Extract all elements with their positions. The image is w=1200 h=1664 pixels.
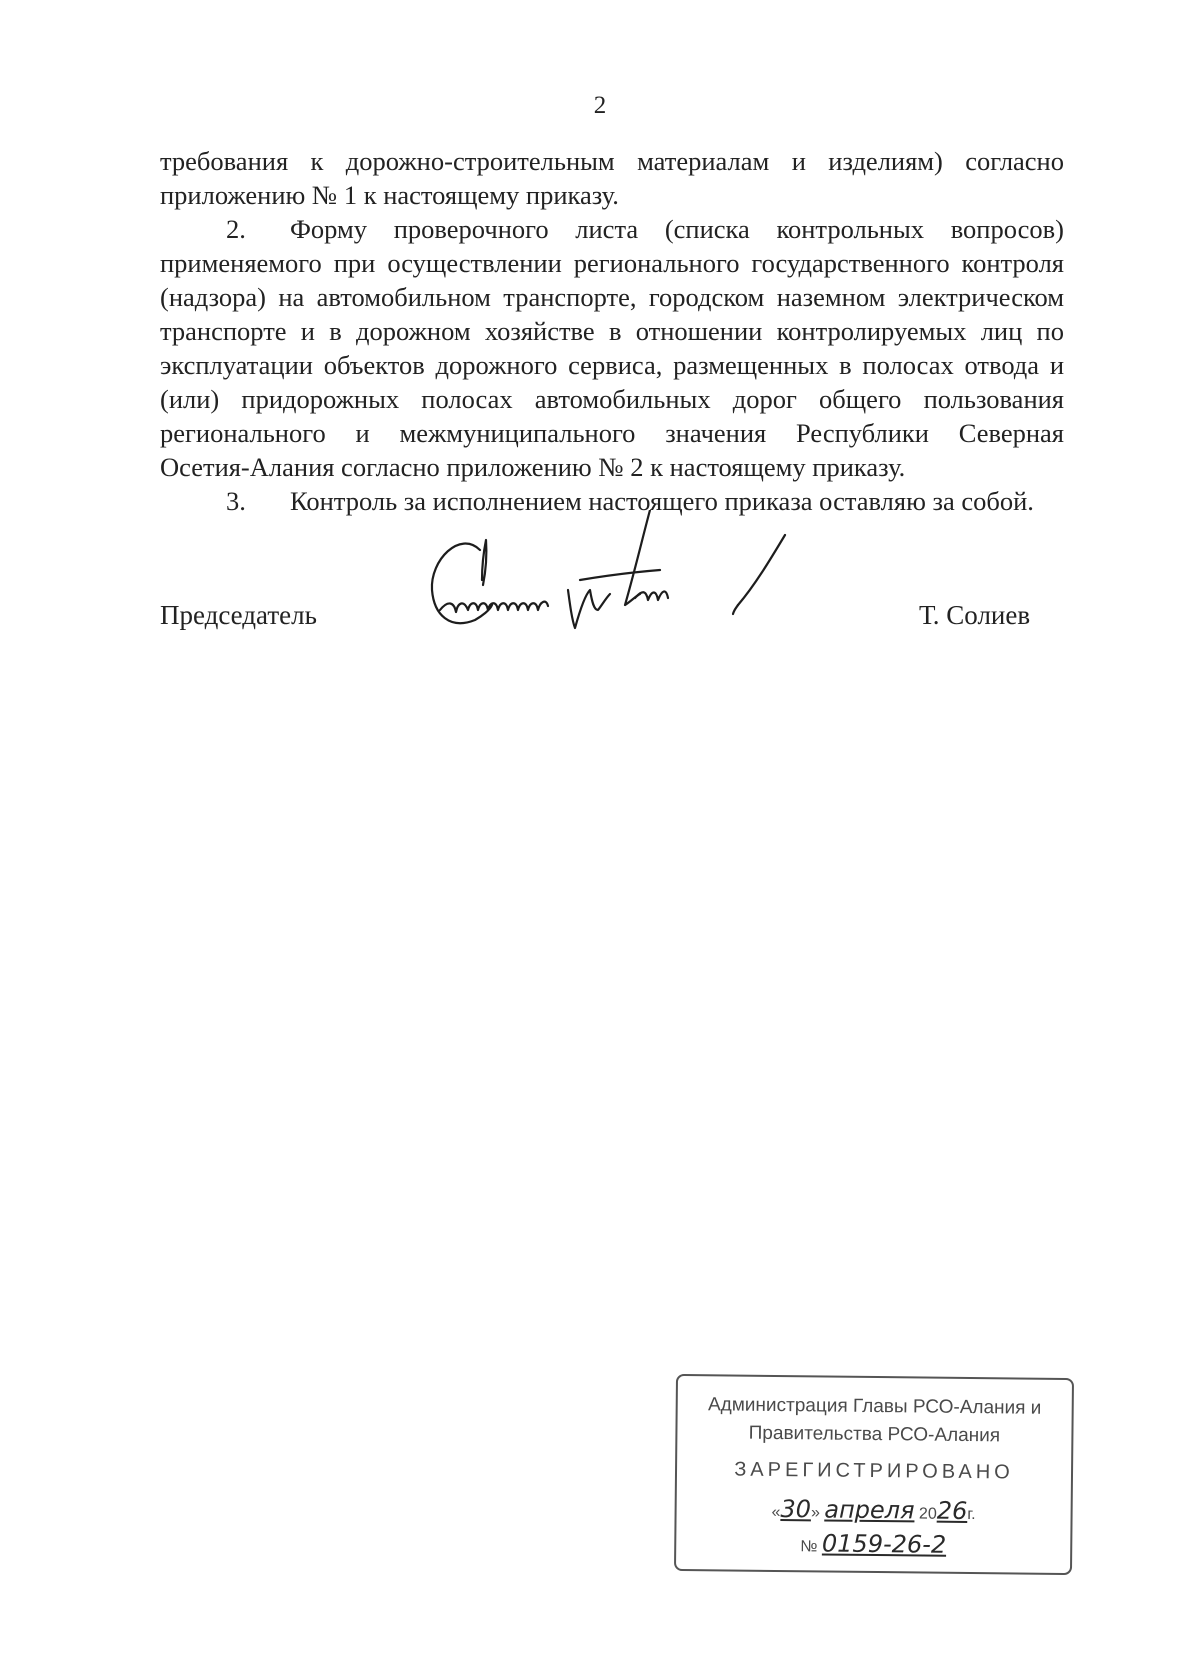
signatory-title: Председатель	[160, 600, 317, 630]
stamp-date-year: 26	[936, 1496, 968, 1525]
item-2-line-8: Осетия-Алания согласно приложению № 2 к настоящему приказу.	[160, 452, 906, 482]
stamp-organization-line-1: Администрация Главы РСО-Алания и	[707, 1394, 1042, 1419]
item-2-line-5: эксплуатации объектов дорожного сервиса, размещенных в полосах отвода и	[160, 350, 1064, 380]
page-number: 2	[593, 92, 607, 119]
item-2-line-1	[160, 212, 1064, 246]
stamp-registration-number	[676, 1528, 1070, 1560]
stamp-registered-label: ЗАРЕГИСТРИРОВАНО	[734, 1458, 1014, 1484]
stamp-number-prefix: №	[800, 1538, 818, 1556]
paragraph-1-line-1: требования к дорожно-строительным материалам и изделиям) согласно	[160, 146, 1064, 176]
signatory-name: Т. Солиев	[919, 600, 1031, 630]
stamp-organization-line-2: Правительства РСО-Алания	[748, 1422, 1001, 1447]
item-2-number: 2.	[226, 214, 246, 244]
item-3-number: 3.	[226, 486, 246, 516]
stamp-date-suffix: г.	[967, 1505, 976, 1524]
stamp-number-value: 0159-26-2	[821, 1529, 947, 1559]
item-2-line-7: регионального и межмуниципального значения Республики Северная	[160, 418, 1064, 448]
item-2-line-6: (или) придорожных полосах автомобильных дорог общего пользования	[160, 384, 1064, 414]
signature-row	[0, 600, 1200, 670]
paragraph-1-line-2: приложению № 1 к настоящему приказу.	[160, 180, 619, 210]
registration-stamp	[674, 1374, 1074, 1575]
item-2-first-line-text: Форму проверочного листа (списка контрольных вопросов)	[290, 214, 1064, 244]
stamp-date-month: апреля	[824, 1495, 915, 1525]
stamp-date-year-prefix: 20	[918, 1505, 937, 1523]
stamp-date-day: 30	[780, 1495, 812, 1524]
item-2-line-4: транспорте и в дорожном хозяйстве в отношении контролируемых лиц по	[160, 316, 1064, 346]
stamp-date: «30» апреля 2026г.	[771, 1495, 976, 1525]
item-2-line-2: применяемого при осуществлении регионального государственного контроля	[160, 248, 1064, 278]
document-body	[160, 144, 1064, 518]
item-2-line-3: (надзора) на автомобильном транспорте, городском наземном электрическом	[160, 282, 1064, 312]
item-3-text: Контроль за исполнением настоящего приказа оставляю за собой.	[290, 486, 1034, 516]
